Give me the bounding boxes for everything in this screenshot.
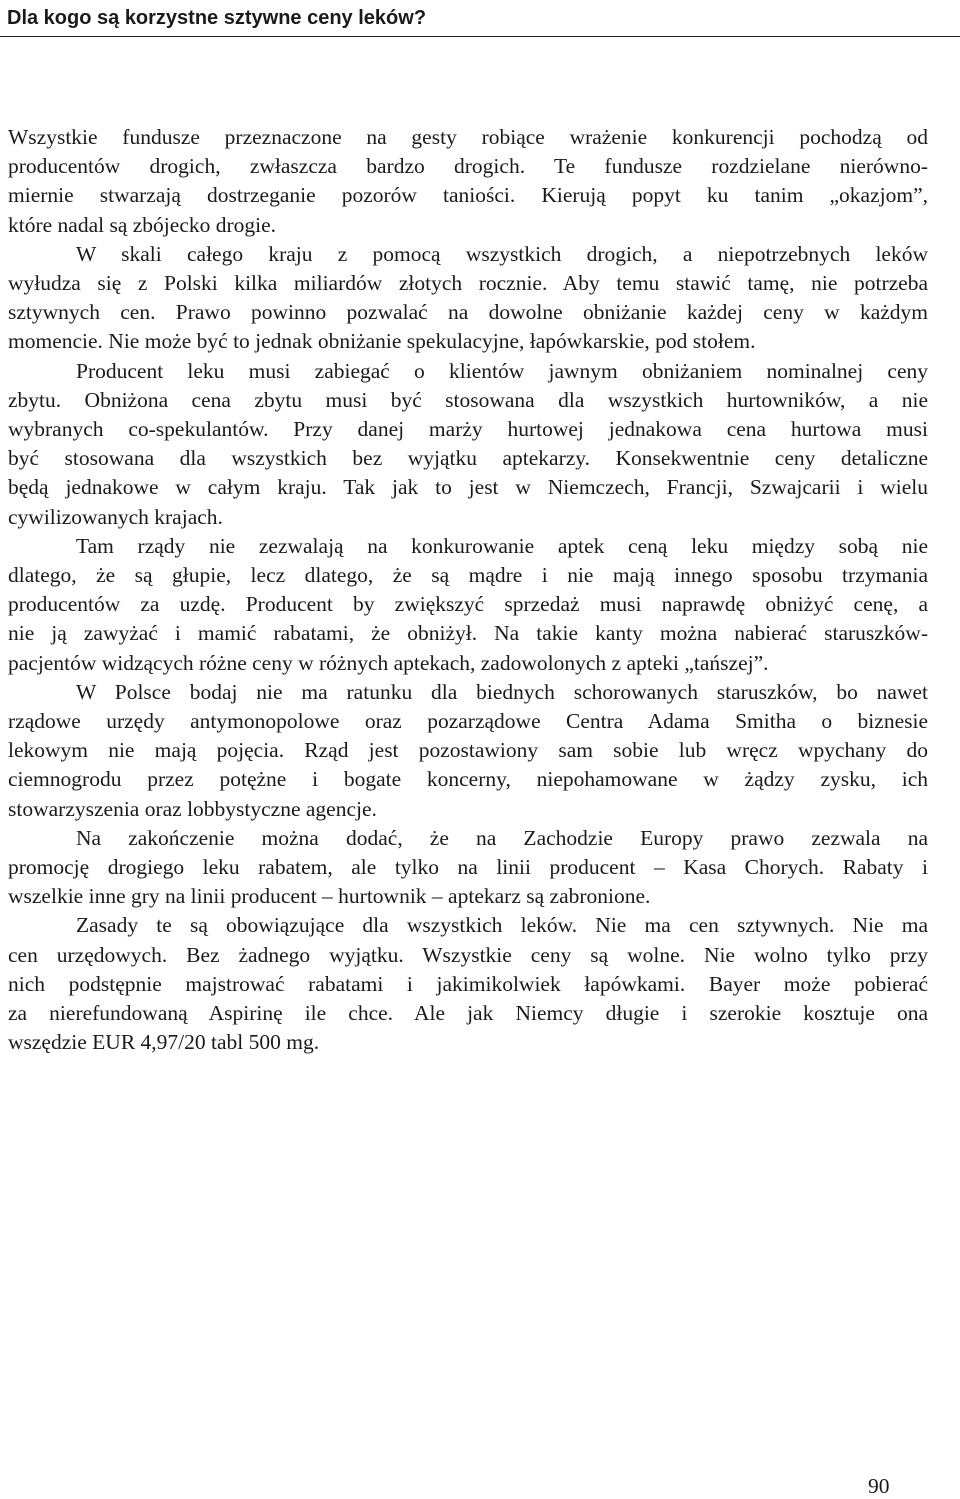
text-line: pacjentów widzących różne ceny w różnych aptekach, zadowolonych z apteki „tańszej”. <box>8 650 769 675</box>
text-line: Na zakończenie można dodać, że na Zachodzie Europy prawo zezwala na <box>76 825 928 850</box>
header-divider <box>0 36 960 37</box>
text-line: za nierefundowaną Aspirinę ile chce. Ale jak Niemcy długie i szerokie kosztuje ona <box>8 1001 928 1026</box>
text-line: nich podstępnie majstrować rabatami i jakimikolwiek łapówkami. Bayer może pobierać <box>8 971 928 996</box>
text-line: wszelkie inne gry na linii producent – hurtownik – aptekarz są zabronione. <box>8 884 651 909</box>
text-line: producentów drogich, zwłaszcza bardzo drogich. Te fundusze rozdzielane nierówno- <box>8 154 928 179</box>
text-line: Zasady te są obowiązujące dla wszystkich leków. Nie ma cen sztywnych. Nie ma <box>76 913 928 938</box>
text-line: Tam rządy nie zezwalają na konkurowanie aptek ceną leku między sobą nie <box>76 533 928 558</box>
page-header-title: Dla kogo są korzystne sztywne ceny leków? <box>7 7 427 29</box>
text-line: sztywnych cen. Prawo powinno pozwalać na dowolne obniżanie każdej ceny w każdym <box>8 300 928 325</box>
text-line: W skali całego kraju z pomocą wszystkich drogich, a niepotrzebnych leków <box>76 241 928 266</box>
text-line: zbytu. Obniżona cena zbytu musi być stosowana dla wszystkich hurtowników, a nie <box>8 387 928 412</box>
text-line: cywilizowanych krajach. <box>8 504 223 529</box>
text-line: wyłudza się z Polski kilka miliardów złotych rocznie. Aby temu stawić tamę, nie potrzeba <box>8 271 928 296</box>
text-line: rządowe urzędy antymonopolowe oraz pozarządowe Centra Adama Smitha o biznesie <box>8 709 928 734</box>
text-line: dlatego, że są głupie, lecz dlatego, że są mądre i nie mają innego sposobu trzymania <box>8 563 928 588</box>
text-line: nie ją zawyżać i mamić rabatami, że obniżył. Na takie kanty można nabierać staruszków- <box>8 621 928 646</box>
text-line: miernie stwarzają dostrzeganie pozorów taniości. Kierują popyt ku tanim „okazjom”, <box>8 183 928 208</box>
text-line: które nadal są zbójecko drogie. <box>8 212 277 237</box>
text-line: momencie. Nie może być to jednak obniżanie spekulacyjne, łapówkarskie, pod stołem. <box>8 329 756 354</box>
text-line: W Polsce bodaj nie ma ratunku dla biednych schorowanych staruszków, bo nawet <box>76 679 928 704</box>
body-text <box>8 123 928 1058</box>
text-line: wszędzie EUR 4,97/20 tabl 500 mg. <box>8 1030 320 1055</box>
text-line: producentów za uzdę. Producent by zwiększyć sprzedaż musi naprawdę obniżyć cenę, a <box>8 592 928 617</box>
text-line: ciemnogrodu przez potężne i bogate koncerny, niepohamowane w żądzy zysku, ich <box>8 767 928 792</box>
text-line: być stosowana dla wszystkich bez wyjątku aptekarzy. Konsekwentnie ceny detaliczne <box>8 446 928 471</box>
text-line: wybranych co-spekulantów. Przy danej marży hurtowej jednakowa cena hurtowa musi <box>8 417 928 442</box>
text-line: promocję drogiego leku rabatem, ale tylko na linii producent – Kasa Chorych. Rabaty i <box>8 855 928 880</box>
text-line: Producent leku musi zabiegać o klientów jawnym obniżaniem nominalnej ceny <box>76 358 928 383</box>
text-line: Wszystkie fundusze przeznaczone na gesty robiące wrażenie konkurencji pochodzą od <box>8 125 928 149</box>
text-line: lekowym nie mają pojęcia. Rząd jest pozostawiony sam sobie lub wręcz wpychany do <box>8 738 928 763</box>
text-line: cen urzędowych. Bez żadnego wyjątku. Wszystkie ceny są wolne. Nie wolno tylko przy <box>8 942 928 967</box>
text-line: będą jednakowe w całym kraju. Tak jak to jest w Niemczech, Francji, Szwajcarii i wielu <box>8 475 928 500</box>
page-number: 90 <box>868 1474 890 1498</box>
text-line: stowarzyszenia oraz lobbystyczne agencje. <box>8 796 377 821</box>
